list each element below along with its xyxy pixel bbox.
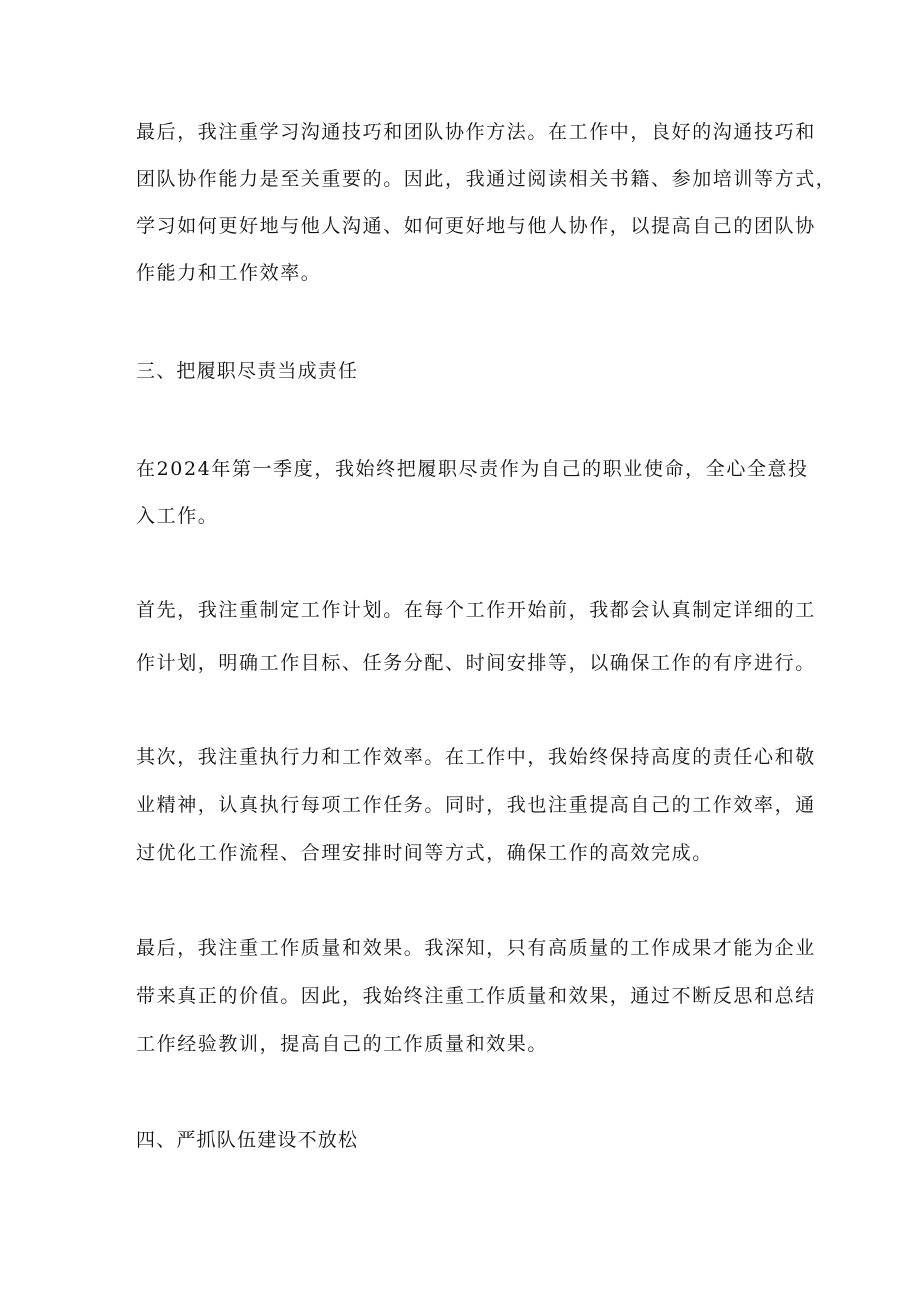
paragraph-4-line-2: 业精神，认真执行每项工作任务。同时，我也注重提高自己的工作效率，通 bbox=[136, 794, 816, 816]
paragraph-1-line-4: 作能力和工作效率。 bbox=[136, 262, 322, 284]
paragraph-2-line-1: 在2024年第一季度，我始终把履职尽责作为自己的职业使命，全心全意投 bbox=[136, 458, 809, 480]
paragraph-5-line-3: 工作经验教训，提高自己的工作质量和效果。 bbox=[136, 1033, 549, 1055]
section-heading-4: 四、严抓队伍建设不放松 bbox=[136, 1129, 359, 1151]
paragraph-1-line-3: 学习如何更好地与他人沟通、如何更好地与他人协作，以提高自己的团队协 bbox=[136, 215, 816, 237]
paragraph-5-line-2: 带来真正的价值。因此，我始终注重工作质量和效果，通过不断反思和总结 bbox=[136, 985, 816, 1007]
section-heading-3: 三、把履职尽责当成责任 bbox=[136, 360, 359, 382]
paragraph-4-line-3: 过优化工作流程、合理安排时间等方式，确保工作的高效完成。 bbox=[136, 842, 713, 864]
paragraph-2-line-2: 入工作。 bbox=[136, 505, 219, 527]
paragraph-3-line-1: 首先，我注重制定工作计划。在每个工作开始前，我都会认真制定详细的工 bbox=[136, 599, 816, 621]
paragraph-4-line-1: 其次，我注重执行力和工作效率。在工作中，我始终保持高度的责任心和敬 bbox=[136, 746, 816, 768]
paragraph-1-line-2: 团队协作能力是至关重要的。因此，我通过阅读相关书籍、参加培训等方式， bbox=[136, 168, 837, 190]
paragraph-3-line-2: 作计划，明确工作目标、任务分配、时间安排等，以确保工作的有序进行。 bbox=[136, 652, 816, 674]
paragraph-1-line-1: 最后，我注重学习沟通技巧和团队协作方法。在工作中，良好的沟通技巧和 bbox=[136, 121, 816, 143]
paragraph-5-line-1: 最后，我注重工作质量和效果。我深知，只有高质量的工作成果才能为企业 bbox=[136, 937, 816, 959]
